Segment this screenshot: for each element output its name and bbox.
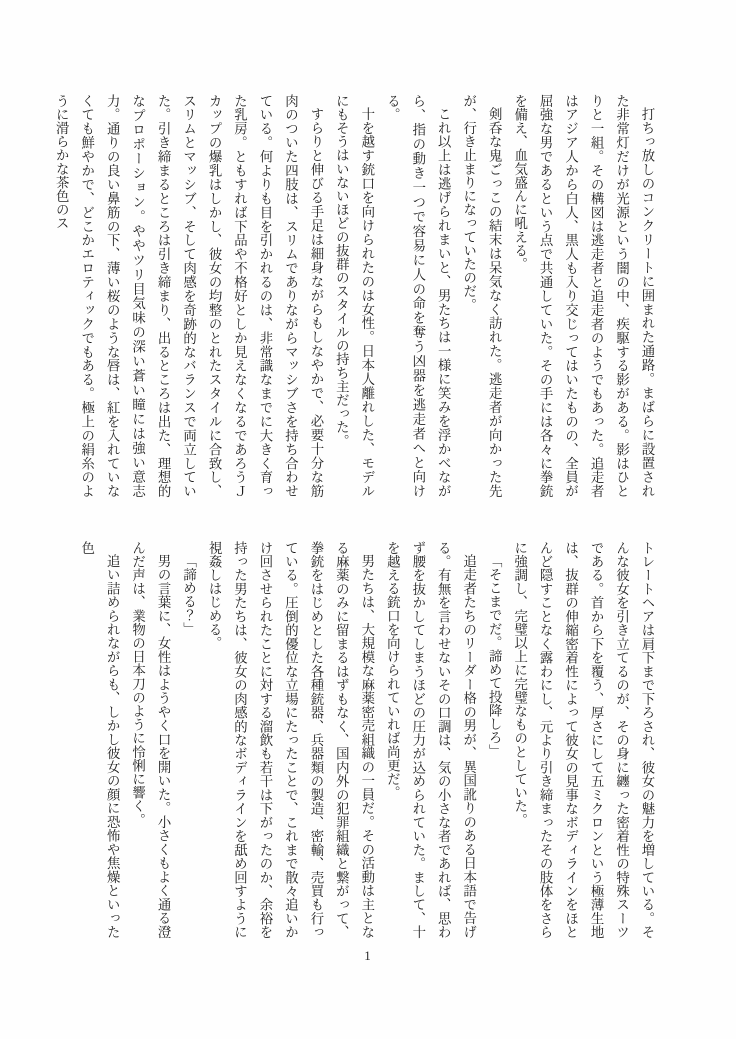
paragraph: 追い詰められながらも、しかし彼女の顔に恐怖や焦燥といった色 — [79, 541, 121, 939]
page-number: 1 — [364, 948, 372, 963]
paragraph: 「そこまでだ。諦めて投降しろ」 — [487, 554, 503, 759]
paragraph: 「諦める？」 — [181, 554, 197, 636]
paragraph: 男たちは、大規模な麻薬密売組織の一員だ。その活動は主となる麻薬のみに留まるはずもなく、国内外の犯罪組織と繋がって、拳銃をはじめとした各種銃器、兵器類の製造、密輸、売買も行っている。圧倒的優位な立場にたったことで、これまで散々追いかけ回させられたことに対する溜飲も若干は下がったのか、余裕を持った男たちは、彼女の肉感的なボディラインを舐め回すように視姦しはじめる。 — [207, 541, 375, 939]
paragraph: トレートヘアは肩下まで下ろされ、彼女の魅力を増している。そんな彼女を引き立てるのが、その身に纏った密着性の特殊スーツである。首から下を覆う、厚さにして五ミクロンという極薄生地は、抜群の伸縮密着性によって彼女の見事なボディラインをほとんど隠すことなく露わにし、元より引き締まったその肢体をさらに強調し、完璧以上に完璧なものとしていた。 — [512, 541, 655, 939]
text-block-lower — [80, 541, 660, 939]
paragraph: 打ちっ放しのコンクリートに囲まれた通路。まばらに設置された非常灯だけが光源という闇の中、疾駆する影がある。影はひとりと一組。その構図は逃走者と追走者のようでもあった。追走者はアジア人から白人、黒人も入り交じってはいたものの、全員が屈強な男であるという点で共通していた。その手には各々に拳銃を備え、血気盛んに吼える。 — [512, 94, 655, 498]
paragraph: 十を越す銃口を向けられたのは女性。日本人離れした、モデルにもそうはいないほどの抜群のスタイルの持ち主だった。 — [334, 94, 375, 498]
paragraph: 男の言葉に、女性はようやく口を開いた。小さくもよく通る澄んだ声は、業物の日本刀のように怜悧に響く。 — [130, 541, 172, 939]
paragraph: 剣呑な鬼ごっこの結末は呆気なく訪れた。逃走者が向かった先が、行き止まりになっていたのだ。 — [461, 94, 503, 498]
text-block-upper — [54, 94, 660, 498]
paragraph: すらりと伸びる手足は細身ながらもしなやかで、必要十分な筋肉のついた四肢は、スリムでありながらマッシブさを持ち合わせている。何よりも目を引かれるのは、非常識なまでに大きく育った乳房。ともすれば下品や不格好としか見えなくなるであろうＪカップの爆乳はしかし、彼女の均整のとれたスタイルに合致し、スリムとマッシブ、そして肉感を奇跡的なバランスで両立していた。引き締まるところは引き締まり、出るところは出た、理想的なプロポーション。ややツリ目気味の深い蒼い瞳には強い意志力。通りの良い鼻筋の下、薄い桜のような唇は、紅を入れていなくても鮮やかで、どこかエロティックでもある。極上の絹糸のように滑らかな茶色のス — [54, 94, 324, 498]
paragraph: 追走者たちのリーダー格の男が、異国訛りのある日本語で告げる。有無を言わせないその口調は、気の小さな者であれば、思わず腰を抜かしてしまうほどの圧力が込められていた。まして、十を越える銃口を向けられていれば尚更だ。 — [385, 541, 477, 939]
paragraph: これ以上は逃げられまいと、男たちは一様に笑みを浮かべながら、指の動き一つで容易に人の命を奪う凶器を逃走者へと向ける。 — [385, 94, 452, 498]
